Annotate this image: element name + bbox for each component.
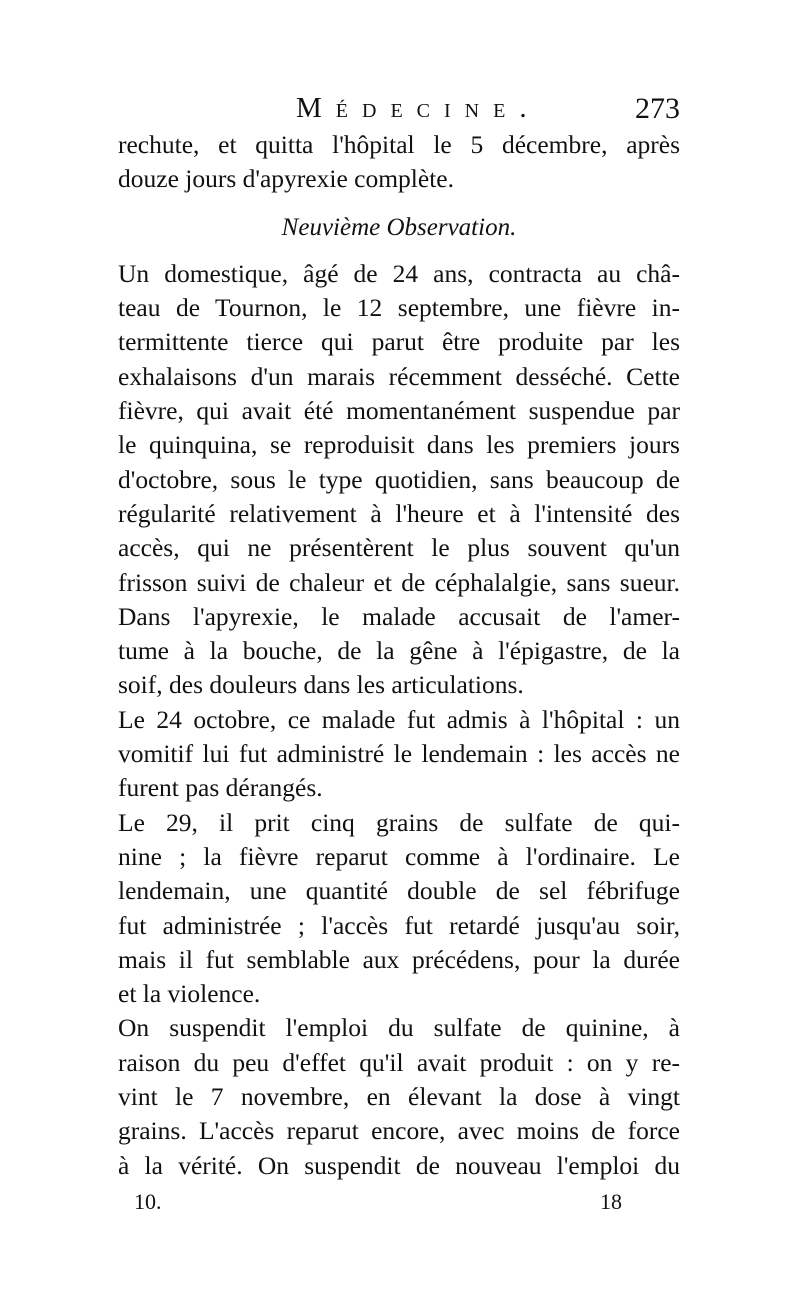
text-line: raison du peu d'effet qu'il avait produit : on y re- <box>118 1047 680 1077</box>
text-line: Le 24 octobre, ce malade fut admis à l'hôpital : un <box>118 704 680 734</box>
paragraph-3 <box>118 806 680 1012</box>
text-line: Le 29, il prit cinq grains de sulfate de qui- <box>118 807 680 837</box>
page-header <box>118 92 680 128</box>
text-line: tume à la bouche, de la gêne à l'épigastre, de la <box>118 636 680 666</box>
text-line: régularité relativement à l'heure et à l'intensité des <box>118 498 680 528</box>
text-line: teau de Tournon, le 12 septembre, une fièvre in- <box>118 293 680 323</box>
running-head: Médecine. <box>296 92 541 124</box>
text-line: Un domestique, âgé de 24 ans, contracta au châ- <box>118 258 680 288</box>
page-footer <box>118 1189 680 1225</box>
text-line: fut administrée ; l'accès fut retardé jusqu'au soir, <box>118 910 680 940</box>
text-line: furent pas dérangés. <box>118 773 323 803</box>
text-line: On suspendit l'emploi du sulfate de quinine, à <box>118 1013 680 1043</box>
text-line: douze jours d'apyrexie complète. <box>118 164 454 194</box>
signature-mark: 10. <box>134 1188 162 1214</box>
text-line: d'octobre, sous le type quotidien, sans beaucoup de <box>118 464 680 494</box>
text-line: vomitif lui fut administré le lendemain : les accès ne <box>118 739 680 769</box>
text-line: lendemain, une quantité double de sel fébrifuge <box>118 876 680 906</box>
text-line: mais il fut semblable aux précédens, pour la durée <box>118 944 680 974</box>
text-line: soif, des douleurs dans les articulations. <box>118 670 524 700</box>
section-title: Neuvième Observation. <box>281 213 517 241</box>
text-line: accès, qui ne présentèrent le plus souvent qu'un <box>118 533 680 563</box>
text-line: rechute, et quitta l'hôpital le 5 décembre, après <box>118 130 680 159</box>
text-line: à la vérité. On suspendit de nouveau l'emploi du <box>118 1150 680 1180</box>
text-line: le quinquina, se reproduisit dans les premiers jours <box>118 430 680 460</box>
text-line: exhalaisons d'un marais récemment desséché. Cette <box>118 361 680 391</box>
text-line: termittente tierce qui parut être produite par les <box>118 327 680 357</box>
text-line: grains. L'accès reparut encore, avec moins de force <box>118 1116 680 1146</box>
paragraph-1 <box>118 257 680 703</box>
text-line: vint le 7 novembre, en élevant la dose à vingt <box>118 1082 680 1112</box>
page-body <box>118 128 680 1183</box>
book-page <box>118 92 680 1225</box>
paragraph-4 <box>118 1011 680 1182</box>
paragraph-2 <box>118 703 680 806</box>
page-number: 273 <box>635 92 680 125</box>
text-line: Dans l'apyrexie, le malade accusait de l'amer- <box>118 601 680 631</box>
text-line: nine ; la fièvre reparut comme à l'ordinaire. Le <box>118 841 680 871</box>
folio-mark: 18 <box>600 1188 622 1214</box>
text-line: fièvre, qui avait été momentanément suspendue par <box>118 396 680 426</box>
text-line: et la violence. <box>118 979 261 1009</box>
text-line: frisson suivi de chaleur et de céphalalgie, sans sueur. <box>118 567 680 597</box>
